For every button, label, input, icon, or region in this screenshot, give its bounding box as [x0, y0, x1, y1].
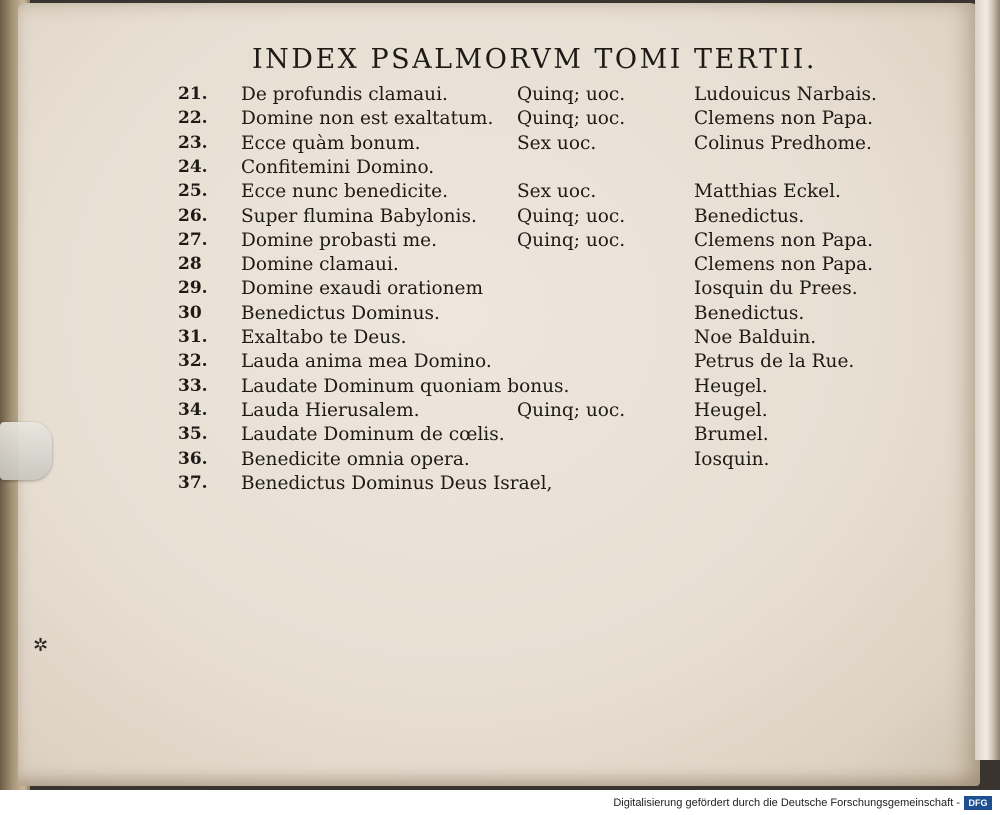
page-edge-bleed: [980, 180, 994, 600]
voice-count: Sex uoc.: [517, 181, 597, 203]
psalm-title: Laudate Dominum de cœlis.: [241, 424, 505, 446]
index-row: [0, 351, 900, 375]
row-number: 27.: [178, 229, 208, 250]
index-row: [0, 254, 900, 278]
composer-name: Clemens non Papa.: [694, 229, 874, 251]
composer-name: Petrus de la Rue.: [694, 351, 855, 373]
psalm-title: De profundis clamaui.: [241, 84, 448, 105]
row-number: 32.: [178, 351, 208, 372]
composer-name: Heugel.: [694, 399, 768, 421]
voice-count: Quinq; uoc.: [517, 84, 626, 105]
composer-name: Benedictus.: [694, 302, 805, 324]
psalm-title: Benedictus Dominus.: [241, 302, 440, 324]
index-row: [0, 449, 900, 473]
index-row: [0, 157, 900, 181]
voice-count: Quinq; uoc.: [517, 229, 626, 251]
composer-name: Brumel.: [694, 424, 769, 446]
footer-credit: Digitalisierung gefördert durch die Deutsche Forschungsgemeinschaft -: [613, 797, 960, 809]
row-number: 37.: [178, 472, 208, 493]
index-row: [0, 400, 900, 424]
voice-count: Quinq; uoc.: [517, 108, 626, 130]
psalm-title: Super flumina Babylonis.: [241, 205, 477, 227]
voice-count: Quinq; uoc.: [517, 399, 626, 421]
index-row: [0, 84, 900, 108]
psalm-title: Benedictus Dominus Deus Israel,: [241, 472, 553, 494]
index-row: [0, 230, 900, 254]
row-number: 34.: [178, 399, 208, 420]
index-row: [0, 424, 900, 448]
row-number: 35.: [178, 424, 208, 445]
psalm-title: Ecce quàm bonum.: [241, 132, 421, 154]
psalm-title: Domine non est exaltatum.: [241, 108, 494, 130]
composer-name: Heugel.: [694, 375, 768, 397]
composer-name: Noe Balduin.: [694, 327, 817, 348]
row-number: 28: [178, 254, 202, 275]
index-row: [0, 376, 900, 400]
composer-name: Matthias Eckel.: [694, 181, 841, 203]
row-number: 22.: [178, 108, 208, 129]
composer-name: Ludouicus Narbais.: [694, 84, 877, 105]
composer-name: Benedictus.: [694, 205, 805, 227]
composer-name: Clemens non Papa.: [694, 254, 874, 276]
index-row: [0, 133, 900, 157]
index-row: [0, 181, 900, 205]
psalm-title: Domine exaudi orationem: [241, 278, 484, 300]
index-row: [0, 473, 900, 497]
psalm-title: Lauda Hierusalem.: [241, 399, 420, 421]
row-number: 26.: [178, 205, 208, 226]
row-number: 33.: [178, 375, 208, 396]
dfg-logo-icon: DFG: [964, 796, 992, 810]
psalm-title: Benedicite omnia opera.: [241, 448, 470, 470]
row-number: 23.: [178, 132, 208, 153]
fleuron-icon: ✲: [33, 635, 49, 656]
psalm-title: Domine probasti me.: [241, 229, 437, 251]
psalm-title: Lauda anima mea Domino.: [241, 351, 492, 373]
row-number: 31.: [178, 327, 208, 347]
index-row: [0, 108, 900, 132]
index-row: [0, 327, 900, 351]
row-number: 24.: [178, 156, 208, 177]
voice-count: Sex uoc.: [517, 132, 597, 154]
row-number: 21.: [178, 84, 208, 104]
composer-name: Clemens non Papa.: [694, 108, 874, 130]
voice-count: Quinq; uoc.: [517, 205, 626, 227]
row-number: 29.: [178, 278, 208, 299]
psalm-title: Ecce nunc benedicite.: [241, 181, 448, 203]
psalm-title: Exaltabo te Deus.: [241, 327, 407, 348]
psalm-title: Laudate Dominum quoniam bonus.: [241, 375, 570, 397]
row-number: 25.: [178, 181, 208, 202]
composer-name: Iosquin du Prees.: [694, 278, 858, 300]
index-row: [0, 206, 900, 230]
psalm-title: Confitemini Domino.: [241, 156, 435, 178]
composer-name: Colinus Predhome.: [694, 132, 872, 154]
row-number: 36.: [178, 448, 208, 469]
psalm-title: Domine clamaui.: [241, 254, 399, 276]
row-number: 30: [178, 302, 202, 323]
composer-name: Iosquin.: [694, 448, 770, 470]
index-row: [0, 278, 900, 302]
page-title: INDEX PSALMORVM TOMI TERTII.: [252, 44, 817, 75]
index-row: [0, 303, 900, 327]
